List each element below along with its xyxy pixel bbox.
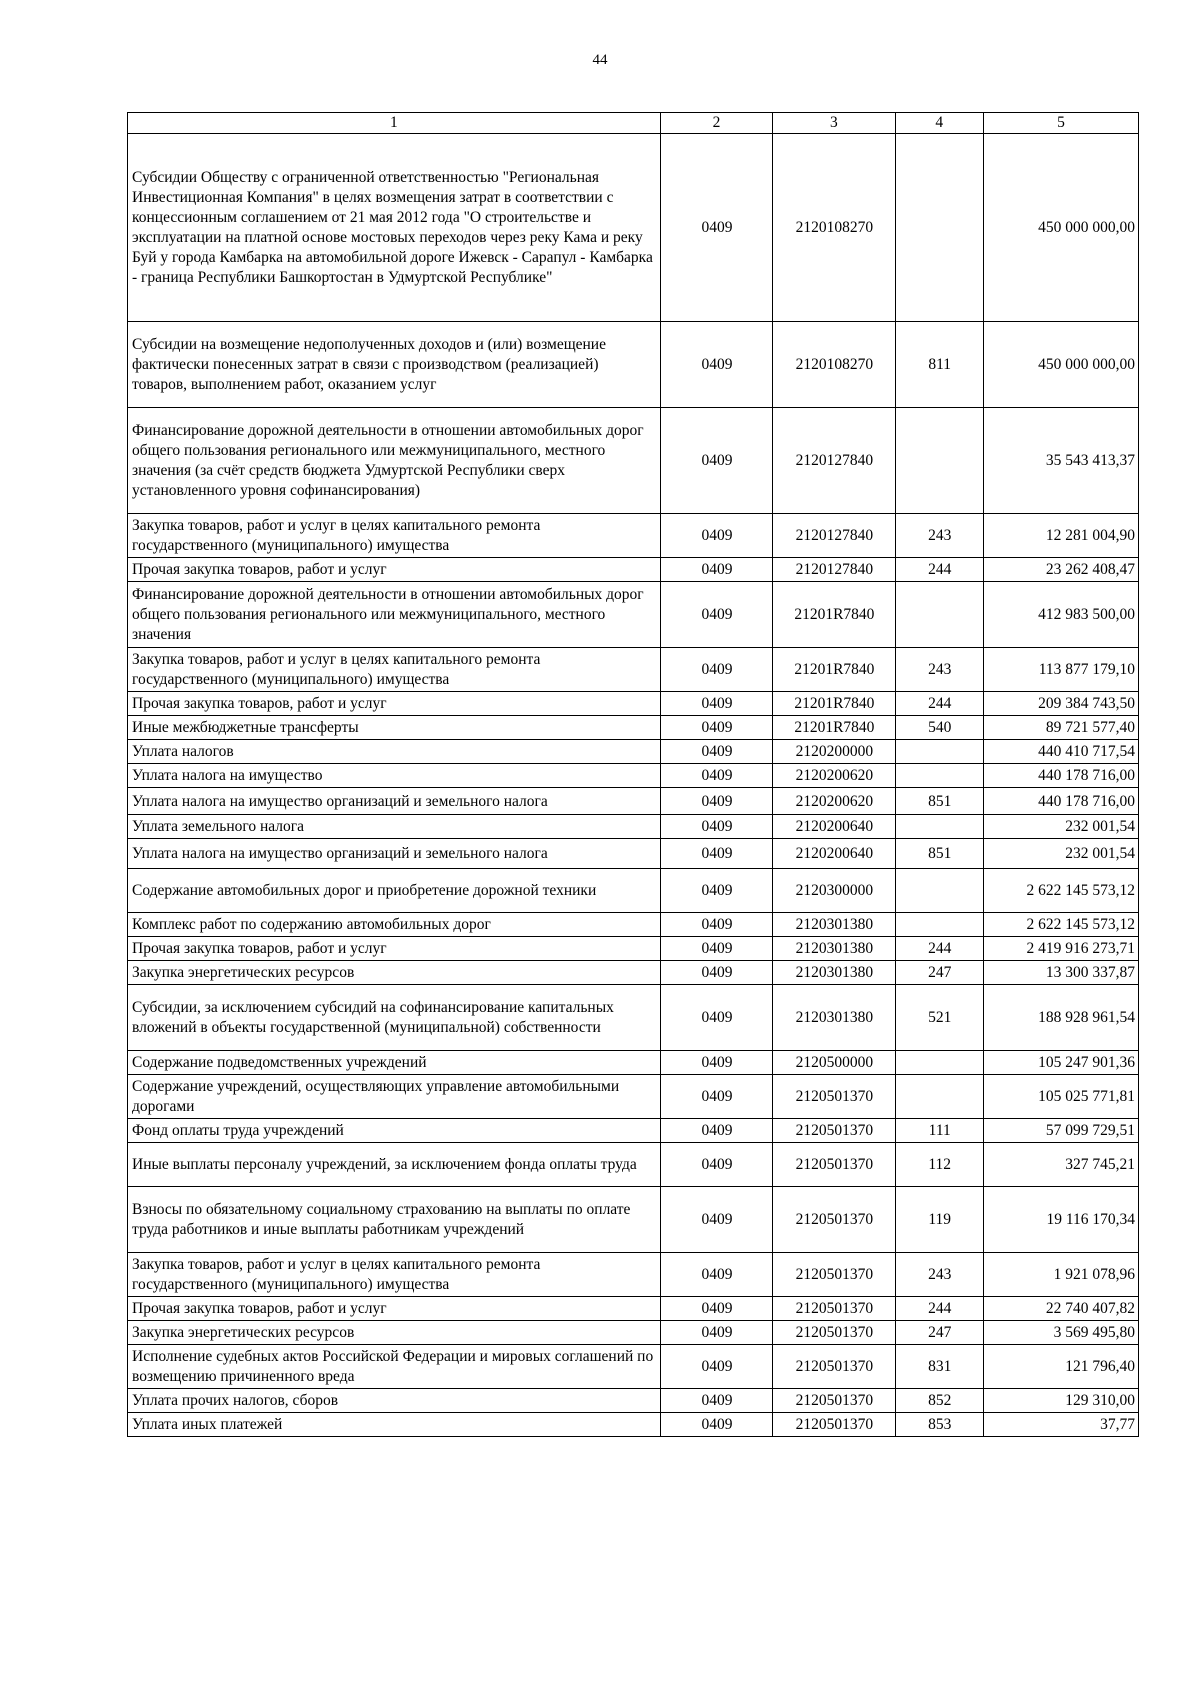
table-row (128, 514, 1139, 558)
row-name: Взносы по обязательному социальному страхованию на выплаты по оплате труда работников и иные выплаты работникам учреждений (128, 1187, 661, 1253)
row-amount: 440 178 716,00 (983, 764, 1138, 788)
row-expense-type: 243 (895, 648, 983, 692)
row-expense-type (895, 815, 983, 839)
row-amount: 209 384 743,50 (983, 692, 1138, 716)
row-name: Финансирование дорожной деятельности в отношении автомобильных дорог общего пользования регионального или межмуниципального, местного значения (за счёт средств бюджета Удмуртской Республики сверх установленного уровня софинансирования) (128, 408, 661, 514)
row-expense-type: 851 (895, 839, 983, 869)
row-expense-type (895, 1075, 983, 1119)
row-target-article: 2120200620 (773, 764, 895, 788)
row-section-code: 0409 (660, 815, 772, 839)
row-expense-type (895, 582, 983, 648)
row-section-code: 0409 (660, 1143, 772, 1187)
row-section-code: 0409 (660, 716, 772, 740)
row-target-article: 2120501370 (773, 1345, 895, 1389)
row-amount: 113 877 179,10 (983, 648, 1138, 692)
row-expense-type: 247 (895, 961, 983, 985)
row-section-code: 0409 (660, 937, 772, 961)
row-amount: 105 025 771,81 (983, 1075, 1138, 1119)
row-section-code: 0409 (660, 1075, 772, 1119)
row-section-code: 0409 (660, 740, 772, 764)
row-target-article: 2120108270 (773, 134, 895, 322)
table-row (128, 869, 1139, 913)
row-section-code: 0409 (660, 1187, 772, 1253)
row-section-code: 0409 (660, 582, 772, 648)
table-row (128, 1075, 1139, 1119)
row-expense-type: 243 (895, 1253, 983, 1297)
row-amount: 1 921 078,96 (983, 1253, 1138, 1297)
row-target-article: 2120301380 (773, 985, 895, 1051)
row-name: Исполнение судебных актов Российской Федерации и мировых соглашений по возмещению причиненного вреда (128, 1345, 661, 1389)
row-name: Содержание подведомственных учреждений (128, 1051, 661, 1075)
table-row (128, 815, 1139, 839)
row-expense-type: 521 (895, 985, 983, 1051)
row-name: Закупка товаров, работ и услуг в целях капитального ремонта государственного (муниципального) имущества (128, 514, 661, 558)
row-name: Уплата налога на имущество (128, 764, 661, 788)
row-name: Закупка энергетических ресурсов (128, 1321, 661, 1345)
table-row (128, 1253, 1139, 1297)
row-target-article: 2120501370 (773, 1321, 895, 1345)
table-row (128, 937, 1139, 961)
row-amount: 89 721 577,40 (983, 716, 1138, 740)
table-row (128, 1119, 1139, 1143)
row-amount: 440 410 717,54 (983, 740, 1138, 764)
row-name: Прочая закупка товаров, работ и услуг (128, 1297, 661, 1321)
row-target-article: 2120301380 (773, 937, 895, 961)
row-name: Уплата иных платежей (128, 1413, 661, 1437)
row-name: Закупка товаров, работ и услуг в целях капитального ремонта государственного (муниципального) имущества (128, 648, 661, 692)
row-amount: 232 001,54 (983, 815, 1138, 839)
table-row (128, 648, 1139, 692)
row-expense-type (895, 134, 983, 322)
table-header-row (128, 113, 1139, 134)
row-target-article: 2120501370 (773, 1119, 895, 1143)
table-row (128, 716, 1139, 740)
row-target-article: 2120500000 (773, 1051, 895, 1075)
row-name: Фонд оплаты труда учреждений (128, 1119, 661, 1143)
row-expense-type: 244 (895, 558, 983, 582)
row-section-code: 0409 (660, 869, 772, 913)
row-expense-type: 112 (895, 1143, 983, 1187)
row-expense-type: 111 (895, 1119, 983, 1143)
row-name: Субсидии, за исключением субсидий на софинансирование капитальных вложений в объекты государственной (муниципальной) собственности (128, 985, 661, 1051)
row-target-article: 2120200620 (773, 788, 895, 815)
row-section-code: 0409 (660, 788, 772, 815)
row-name: Прочая закупка товаров, работ и услуг (128, 692, 661, 716)
row-target-article: 2120300000 (773, 869, 895, 913)
row-target-article: 2120108270 (773, 322, 895, 408)
row-expense-type (895, 1051, 983, 1075)
row-expense-type: 851 (895, 788, 983, 815)
row-name: Иные межбюджетные трансферты (128, 716, 661, 740)
row-section-code: 0409 (660, 985, 772, 1051)
row-name: Содержание автомобильных дорог и приобретение дорожной техники (128, 869, 661, 913)
row-target-article: 2120200640 (773, 815, 895, 839)
row-target-article: 2120501370 (773, 1143, 895, 1187)
table-row (128, 134, 1139, 322)
row-target-article: 2120200000 (773, 740, 895, 764)
row-amount: 412 983 500,00 (983, 582, 1138, 648)
table-row (128, 1187, 1139, 1253)
row-section-code: 0409 (660, 1119, 772, 1143)
row-target-article: 21201R7840 (773, 582, 895, 648)
row-expense-type (895, 740, 983, 764)
header-col-3: 3 (773, 113, 895, 134)
row-section-code: 0409 (660, 1345, 772, 1389)
table-row (128, 764, 1139, 788)
row-expense-type: 244 (895, 692, 983, 716)
table-row (128, 839, 1139, 869)
row-expense-type (895, 408, 983, 514)
row-amount: 440 178 716,00 (983, 788, 1138, 815)
row-name: Иные выплаты персоналу учреждений, за исключением фонда оплаты труда (128, 1143, 661, 1187)
row-amount: 327 745,21 (983, 1143, 1138, 1187)
row-amount: 2 622 145 573,12 (983, 913, 1138, 937)
row-amount: 22 740 407,82 (983, 1297, 1138, 1321)
table-row (128, 961, 1139, 985)
row-amount: 188 928 961,54 (983, 985, 1138, 1051)
row-amount: 35 543 413,37 (983, 408, 1138, 514)
row-name: Уплата налогов (128, 740, 661, 764)
row-amount: 232 001,54 (983, 839, 1138, 869)
header-col-5: 5 (983, 113, 1138, 134)
row-expense-type: 244 (895, 937, 983, 961)
row-expense-type: 811 (895, 322, 983, 408)
row-name: Закупка энергетических ресурсов (128, 961, 661, 985)
row-target-article: 2120127840 (773, 408, 895, 514)
row-section-code: 0409 (660, 913, 772, 937)
row-name: Субсидии на возмещение недополученных доходов и (или) возмещение фактически понесенных затрат в связи с производством (реализацией) товаров, выполнением работ, оказанием услуг (128, 322, 661, 408)
row-section-code: 0409 (660, 1253, 772, 1297)
row-section-code: 0409 (660, 322, 772, 408)
row-name: Уплата прочих налогов, сборов (128, 1389, 661, 1413)
row-amount: 450 000 000,00 (983, 322, 1138, 408)
row-section-code: 0409 (660, 1389, 772, 1413)
row-expense-type: 243 (895, 514, 983, 558)
table-row (128, 558, 1139, 582)
row-amount: 450 000 000,00 (983, 134, 1138, 322)
row-expense-type: 853 (895, 1413, 983, 1437)
row-section-code: 0409 (660, 558, 772, 582)
row-amount: 129 310,00 (983, 1389, 1138, 1413)
row-expense-type (895, 913, 983, 937)
header-col-1: 1 (128, 113, 661, 134)
row-target-article: 2120501370 (773, 1297, 895, 1321)
table-row (128, 582, 1139, 648)
row-section-code: 0409 (660, 764, 772, 788)
row-amount: 37,77 (983, 1413, 1138, 1437)
table-row (128, 1389, 1139, 1413)
table-body (128, 134, 1139, 1437)
table-row (128, 985, 1139, 1051)
row-section-code: 0409 (660, 692, 772, 716)
row-name: Прочая закупка товаров, работ и услуг (128, 937, 661, 961)
row-section-code: 0409 (660, 514, 772, 558)
table-row (128, 1297, 1139, 1321)
row-target-article: 2120501370 (773, 1187, 895, 1253)
row-name: Комплекс работ по содержанию автомобильных дорог (128, 913, 661, 937)
table-row (128, 1143, 1139, 1187)
row-target-article: 2120301380 (773, 961, 895, 985)
row-name: Содержание учреждений, осуществляющих управление автомобильными дорогами (128, 1075, 661, 1119)
row-amount: 3 569 495,80 (983, 1321, 1138, 1345)
row-target-article: 2120501370 (773, 1413, 895, 1437)
table-row (128, 740, 1139, 764)
row-target-article: 2120200640 (773, 839, 895, 869)
row-name: Финансирование дорожной деятельности в отношении автомобильных дорог общего пользования регионального или межмуниципального, местного значения (128, 582, 661, 648)
table-row (128, 322, 1139, 408)
row-target-article: 2120501370 (773, 1389, 895, 1413)
row-target-article: 21201R7840 (773, 716, 895, 740)
table-row (128, 408, 1139, 514)
row-amount: 23 262 408,47 (983, 558, 1138, 582)
row-name: Прочая закупка товаров, работ и услуг (128, 558, 661, 582)
row-target-article: 2120127840 (773, 558, 895, 582)
row-section-code: 0409 (660, 1297, 772, 1321)
budget-table (127, 112, 1139, 1437)
row-section-code: 0409 (660, 408, 772, 514)
row-amount: 19 116 170,34 (983, 1187, 1138, 1253)
row-expense-type: 244 (895, 1297, 983, 1321)
row-amount: 2 622 145 573,12 (983, 869, 1138, 913)
row-target-article: 2120501370 (773, 1075, 895, 1119)
row-name: Закупка товаров, работ и услуг в целях капитального ремонта государственного (муниципального) имущества (128, 1253, 661, 1297)
row-section-code: 0409 (660, 1413, 772, 1437)
row-amount: 121 796,40 (983, 1345, 1138, 1389)
row-target-article: 2120301380 (773, 913, 895, 937)
page-number: 44 (592, 52, 608, 68)
row-expense-type (895, 764, 983, 788)
row-amount: 2 419 916 273,71 (983, 937, 1138, 961)
row-name: Субсидии Обществу с ограниченной ответственностью "Региональная Инвестиционная Компания" в целях возмещения затрат в соответствии с концессионным соглашением от 21 мая 2012 года "О строительстве и эксплуатации на платной основе мостовых переходов через реку Кама и реку Буй у города Камбарка на автомобильной дороге Ижевск - Сарапул - Камбарка - граница Республики Башкортостан в Удмуртской Республике" (128, 134, 661, 322)
row-amount: 105 247 901,36 (983, 1051, 1138, 1075)
header-col-4: 4 (895, 113, 983, 134)
table-row (128, 692, 1139, 716)
row-target-article: 2120501370 (773, 1253, 895, 1297)
row-expense-type: 852 (895, 1389, 983, 1413)
row-amount: 57 099 729,51 (983, 1119, 1138, 1143)
row-section-code: 0409 (660, 648, 772, 692)
row-expense-type: 119 (895, 1187, 983, 1253)
row-amount: 12 281 004,90 (983, 514, 1138, 558)
row-target-article: 2120127840 (773, 514, 895, 558)
row-expense-type: 540 (895, 716, 983, 740)
row-section-code: 0409 (660, 839, 772, 869)
row-expense-type: 247 (895, 1321, 983, 1345)
table-row (128, 1051, 1139, 1075)
table-row (128, 1321, 1139, 1345)
row-name: Уплата налога на имущество организаций и земельного налога (128, 839, 661, 869)
row-target-article: 21201R7840 (773, 692, 895, 716)
row-expense-type: 831 (895, 1345, 983, 1389)
row-name: Уплата земельного налога (128, 815, 661, 839)
header-col-2: 2 (660, 113, 772, 134)
row-name: Уплата налога на имущество организаций и земельного налога (128, 788, 661, 815)
table-row (128, 788, 1139, 815)
row-section-code: 0409 (660, 1051, 772, 1075)
row-section-code: 0409 (660, 1321, 772, 1345)
table-row (128, 913, 1139, 937)
table-row (128, 1413, 1139, 1437)
row-expense-type (895, 869, 983, 913)
row-section-code: 0409 (660, 961, 772, 985)
row-amount: 13 300 337,87 (983, 961, 1138, 985)
row-section-code: 0409 (660, 134, 772, 322)
row-target-article: 21201R7840 (773, 648, 895, 692)
table-row (128, 1345, 1139, 1389)
